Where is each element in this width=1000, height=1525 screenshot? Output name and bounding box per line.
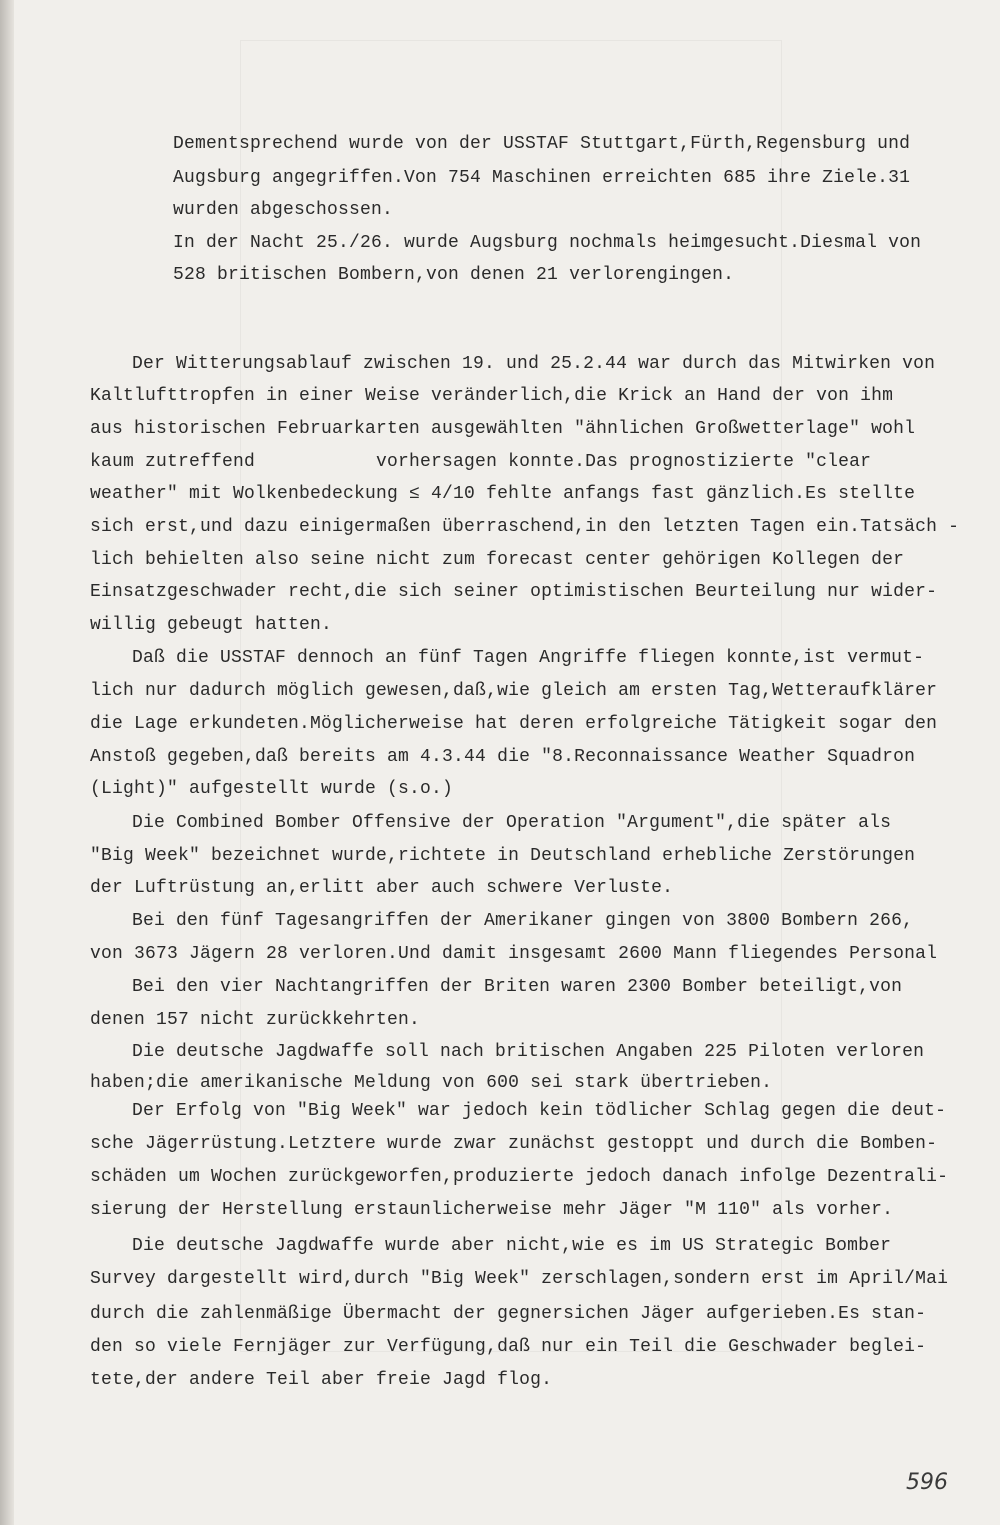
text-line: sich erst,und dazu einigermaßen überraschend,in den letzten Tagen ein.Tatsäch - (90, 517, 960, 537)
text-line: weather" mit Wolkenbedeckung ≤ 4/10 fehlte anfangs fast gänzlich.Es stellte (90, 484, 916, 504)
text-line: Die deutsche Jagdwaffe wurde aber nicht,wie es im US Strategic Bomber (132, 1236, 892, 1256)
text-line: Augsburg angegriffen.Von 754 Maschinen erreichten 685 ihre Ziele.31 (173, 168, 911, 188)
text-line: Daß die USSTAF dennoch an fünf Tagen Angriffe fliegen konnte,ist vermut- (132, 648, 925, 668)
text-line: Die deutsche Jagdwaffe soll nach britischen Angaben 225 Piloten verloren (132, 1042, 925, 1062)
text-line: willig gebeugt hatten. (90, 615, 333, 635)
text-line: Bei den fünf Tagesangriffen der Amerikaner gingen von 3800 Bombern 266, (132, 911, 914, 931)
text-line: In der Nacht 25./26. wurde Augsburg nochmals heimgesucht.Diesmal von (173, 233, 922, 253)
text-line: (Light)" aufgestellt wurde (s.o.) (90, 779, 454, 799)
text-line: Kaltlufttropfen in einer Weise veränderlich,die Krick an Hand der von ihm (90, 386, 894, 406)
text-line: Einsatzgeschwader recht,die sich seiner optimistischen Beurteilung nur wider- (90, 582, 938, 602)
text-line: der Luftrüstung an,erlitt aber auch schwere Verluste. (90, 878, 674, 898)
text-line: Die Combined Bomber Offensive der Operation "Argument",die später als (132, 813, 892, 833)
text-line: sierung der Herstellung erstaunlicherweise mehr Jäger "M 110" als vorher. (90, 1200, 894, 1220)
text-line: den so viele Fernjäger zur Verfügung,daß nur ein Teil die Geschwader beglei- (90, 1337, 927, 1357)
page-number: 596 (906, 1470, 948, 1495)
text-line: "Big Week" bezeichnet wurde,richtete in Deutschland erhebliche Zerstörungen (90, 846, 916, 866)
text-line: kaum zutreffend vorhersagen konnte.Das prognostizierte "clear (90, 452, 872, 472)
text-line: aus historischen Februarkarten ausgewählten "ähnlichen Großwetterlage" wohl (90, 419, 916, 439)
text-line: 528 britischen Bombern,von denen 21 verlorengingen. (173, 265, 735, 285)
text-line: Survey dargestellt wird,durch "Big Week" zerschlagen,sondern erst im April/Mai (90, 1269, 949, 1289)
text-line: wurden abgeschossen. (173, 200, 394, 220)
text-line: lich nur dadurch möglich gewesen,daß,wie gleich am ersten Tag,Wetteraufklärer (90, 681, 938, 701)
text-line: Dementsprechend wurde von der USSTAF Stuttgart,Fürth,Regensburg und (173, 134, 911, 154)
text-line: tete,der andere Teil aber freie Jagd flog. (90, 1370, 553, 1390)
text-line: Der Erfolg von "Big Week" war jedoch kein tödlicher Schlag gegen die deut- (132, 1101, 947, 1121)
text-line: schäden um Wochen zurückgeworfen,produzierte jedoch danach infolge Dezentrali- (90, 1167, 949, 1187)
text-line: durch die zahlenmäßige Übermacht der gegnersichen Jäger aufgerieben.Es stan- (90, 1304, 927, 1324)
text-line: Anstoß gegeben,daß bereits am 4.3.44 die "8.Reconnaissance Weather Squadron (90, 747, 916, 767)
text-line: die Lage erkundeten.Möglicherweise hat deren erfolgreiche Tätigkeit sogar den (90, 714, 938, 734)
text-line: Bei den vier Nachtangriffen der Briten waren 2300 Bomber beteiligt,von (132, 977, 903, 997)
text-line: von 3673 Jägern 28 verloren.Und damit insgesamt 2600 Mann fliegendes Personal (90, 944, 938, 964)
text-line: sche Jägerrüstung.Letztere wurde zwar zunächst gestoppt und durch die Bomben- (90, 1134, 938, 1154)
text-line: haben;die amerikanische Meldung von 600 sei stark übertrieben. (90, 1073, 773, 1093)
text-line: denen 157 nicht zurückkehrten. (90, 1010, 421, 1030)
text-line: Der Witterungsablauf zwischen 19. und 25.2.44 war durch das Mitwirken von (132, 354, 936, 374)
text-line: lich behielten also seine nicht zum forecast center gehörigen Kollegen der (90, 550, 905, 570)
binding-edge (0, 0, 14, 1525)
